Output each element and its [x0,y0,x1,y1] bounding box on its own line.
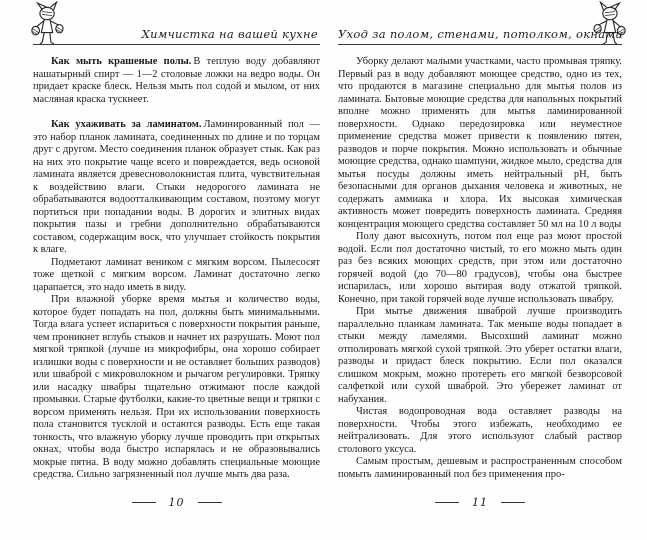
paragraph [338,56,622,231]
page-right-footer [338,496,622,509]
page-left [33,0,320,540]
page-left-body [33,56,320,482]
paragraph-lead: Как мыть крашеные полы. [51,56,192,67]
running-head-left: Химчистка на вашей кухне [141,27,318,41]
paragraph-text: В теплую воду добавляют нашатырный спирт — 1—2 столовые ложки на ведро воды. Он придает краске блеск. Нельзя мыть пол содой и мылом, от них масляная краска тускнеет. [33,56,320,105]
footer-dash [501,502,525,503]
page-right [338,0,622,540]
paragraph-text: Чистая водопроводная вода оставляет разводы на поверхности. Чтобы этого избежать, необходимо ее нейтрализовать. Для этого используют слабый раствор столового уксуса. [338,406,622,455]
page-left-footer [33,496,320,509]
paragraph [338,306,622,406]
paragraph-text: При мытье движения шваброй лучше производить параллельно планкам ламината. Так меньше воды попадает в стыки между ламелями. Высохший ламинат можно отполировать мягкой сухой тряпкой. Это уберет остатки влаги, разводы и придаст блеск покрытию. Если пол оказался слишком мокрым, можно протереть его мягкой безворсовой салфеткой или сухой шваброй. Это убережет ламинат от набухания. [338,306,622,405]
page-left-header [33,0,320,45]
paragraph [33,257,320,295]
paragraph-text: При влажной уборке время мытья и количество воды, которое будет попадать на пол, должны быть минимальными. Тогда влага успеет испариться с поверхности покрытия раньше, чем проникнет вглубь стыков и начнет их разрушать. Моют пол мягкой тряпкой (лучше из микрофибры, она хорошо собирает излишки воды с поверхности и не оставляет больших разводов) или шваброй с микроволокном и рычагом регулировки. Тряпку или насадку швабры тщательно отжимают после каждой промывки. Старые футболки, какие-то цветные вещи и тряпки с ворсом применять нельзя. При их использовании поверхность пола становится тусклой и остаются разводы. Есть еще такая тонкость, что влажную уборку лучше проводить при открытых окнах, чтобы вода быстро испарялась и не образовывались мокрые пятна. В воду можно добавлять специальные моющие средства. Сильно загрязненный пол лучше мыть два раза. [33,294,320,480]
paragraph-lead: Как ухаживать за ламинатом. [51,119,202,130]
footer-dash [435,502,459,503]
page-number-right: 11 [472,496,488,509]
paragraph [33,119,320,257]
paragraph [33,294,320,482]
paragraph-text: Подметают ламинат веником с мягким ворсом. Пылесосят тоже щеткой с мягким ворсом. Ламинат достаточно легко царапается, это надо иметь в виду. [33,256,320,293]
page-number-left: 10 [168,496,185,509]
paragraph [338,456,622,481]
running-head-right: Уход за полом, стенами, потолком, окнами [338,27,623,41]
paragraph-text: Полу дают высохнуть, потом пол еще раз моют простой водой. Если пол достаточно чистый, то его можно мыть один раз без всяких моющих средств, при этом или достаточно горячей водой (до 70—80 градусов), чтобы она быстрее испарилась, или хорошо вытирая воду отжатой тряпкой. Конечно, при такой горячей воде лучше использовать швабру. [338,231,622,305]
footer-dash [132,502,156,503]
footer-dash [198,502,222,503]
paragraph [338,406,622,456]
paragraph [338,231,622,306]
paragraph-text: Самым простым, дешевым и распространенным способом помыть ламинированный пол без применения про- [338,456,622,480]
page-right-body [338,56,622,481]
page-right-header [338,0,622,45]
paragraph-text: Уборку делают малыми участками, часто промывая тряпку. Первый раз в воду добавляют моющее средство, одно из тех, что продаются в магазине специально для мытья полов из ламината. Бытовые моющие средства для напольных покрытий вполне можно применять для мытья ламинированной поверхности. Однако передозировка или неуместное применение средства может привести к появлению пятен, разводов и порче покрытия. Можно использовать и обычные моющие средства, однако шампуни, жидкое мыло, средства для мытья посуды должны иметь нейтральный pH, быть безопасными для органов дыхания человека и животных, не содержать аммиака и хлора. Их высокая химическая активность может повредить поверхность ламината. Средняя концентрация моющего средства составляет 50 мл на 10 л воды [338,56,622,230]
paragraph [33,56,320,106]
mascot-character-icon [29,1,67,47]
paragraph-text: Ламинированный пол — это набор планок ламината, соединенных по длине и по торцам друг с другом. Место соединения планок образует стык. Как раз на них это покрытие чаще всего и повреждается, ведь основой ламината является древесноволокнистая плита, чувствительная к воздействию влаги. Стыки недорогого ламината не обрабатываются водоотталкивающим составом, поэтому могут портиться при попадании воды. В дорогих и элитных видах покрытия пазы и гребни дополнительно обрабатываются составом, содержащим воск, что улучшает стойкость покрытия к влаге. [33,119,320,255]
